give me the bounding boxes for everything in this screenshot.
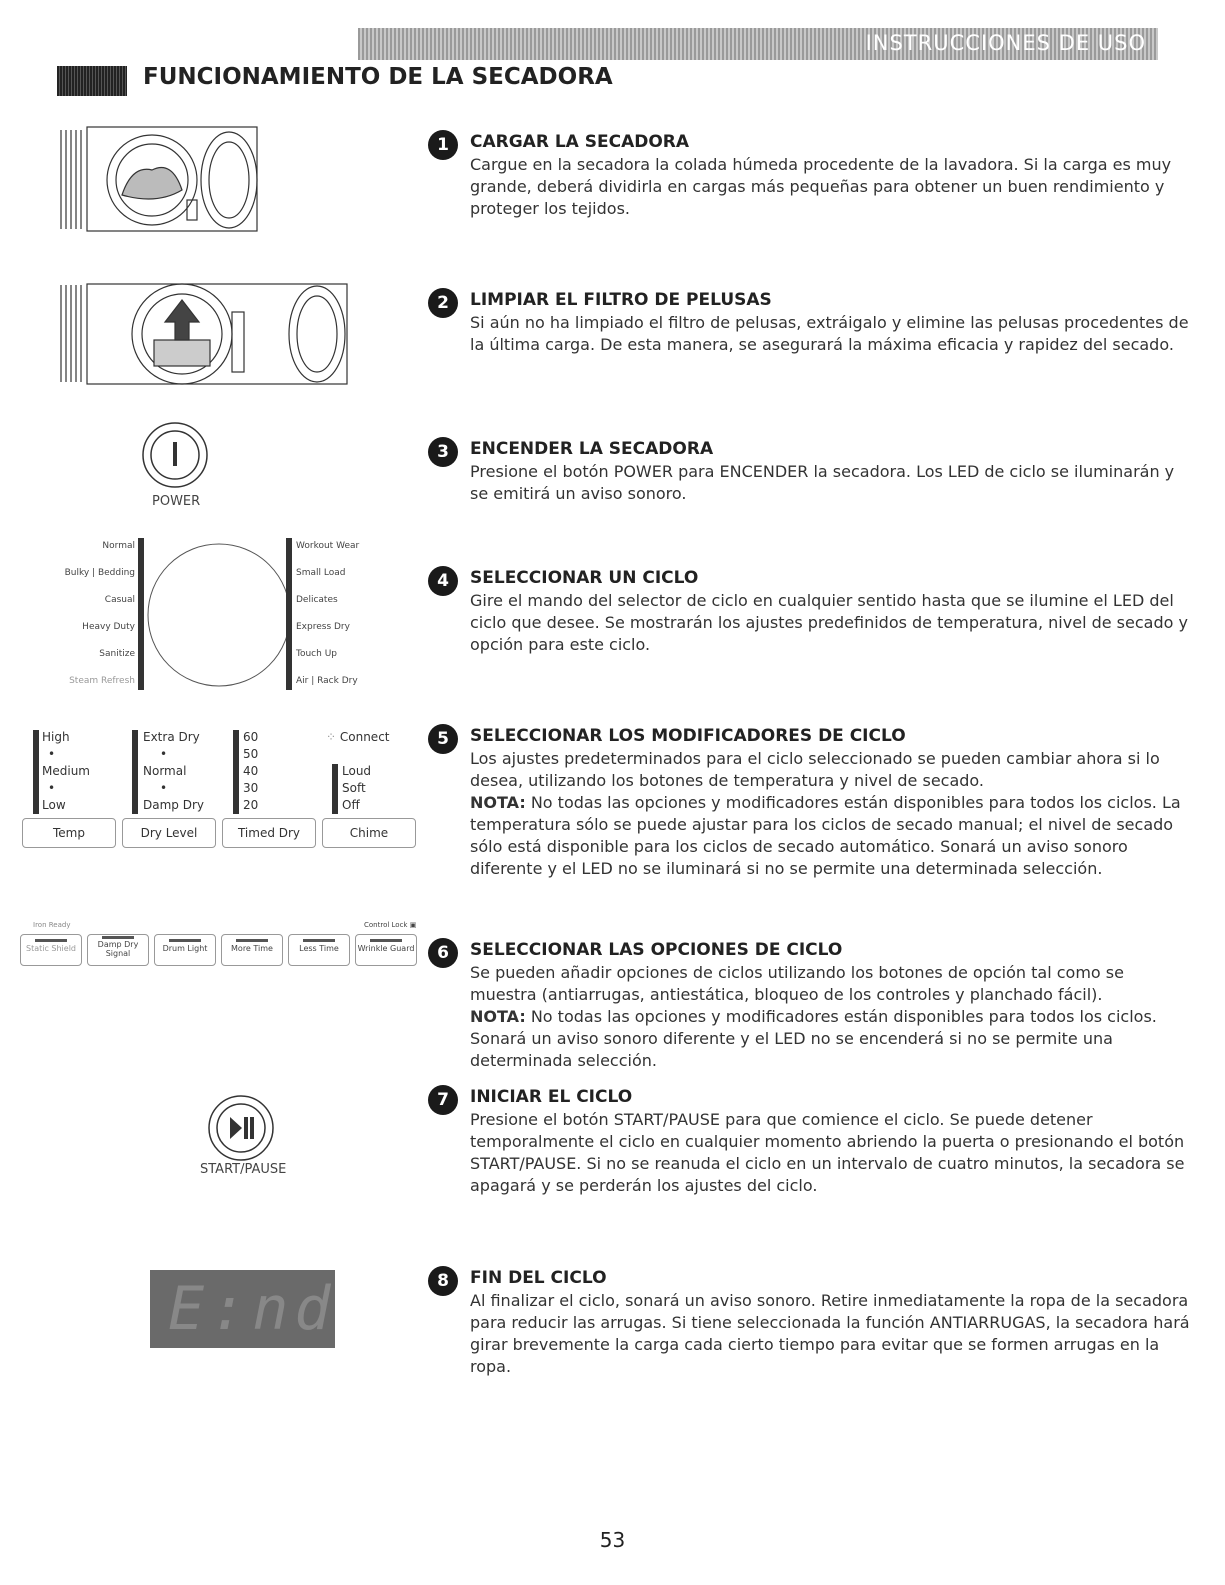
lock-icon: ▣ (407, 921, 417, 929)
drum-light-label: Drum Light (162, 944, 208, 953)
temp-medium: Medium (42, 764, 90, 778)
step-note (470, 792, 1195, 880)
dry-level-button[interactable]: Dry Level (122, 818, 216, 848)
lint-filter-illustration (57, 282, 352, 387)
temp-led (33, 730, 39, 814)
start-pause-label: START/PAUSE (200, 1162, 287, 1177)
wrinkle-guard-button[interactable] (355, 934, 417, 966)
cycle-selector-knob[interactable] (147, 537, 292, 692)
step-note (470, 1006, 1195, 1072)
timed-dry-button[interactable]: Timed Dry (222, 818, 316, 848)
step-title: LIMPIAR EL FILTRO DE PELUSAS (470, 290, 772, 310)
cycle-led-right (286, 538, 292, 690)
dry-dot-2: • (160, 781, 168, 795)
note-text: No todas las opciones y modificadores están disponibles para todos los ciclos. Sonará un aviso sonoro diferente y el LED no se encenderá si no se permite una determinada selección. (470, 1007, 1157, 1070)
cycle-express-dry: Express Dry (296, 622, 350, 632)
step-body (470, 1290, 1195, 1378)
cycle-small-load: Small Load (296, 568, 346, 578)
step-title: FIN DEL CICLO (470, 1268, 607, 1288)
step-number: 8 (428, 1266, 458, 1296)
note-text: No todas las opciones y modificadores están disponibles para todos los ciclos. La temperatura sólo se puede ajustar para los ciclos de secado manual; el nivel de secado sólo está disponible para los ciclos de secado automático. Sonará un aviso sonoro diferente y el LED no se iluminará si no se permite una determinada selección. (470, 793, 1181, 878)
dryer-load-illustration (57, 125, 262, 235)
damp-dry-signal-label: Damp Dry Signal (97, 940, 139, 958)
control-lock-text: Control Lock (364, 921, 408, 929)
dry-extra: Extra Dry (143, 730, 200, 744)
drum-light-button[interactable] (154, 934, 216, 966)
step-body (470, 312, 1195, 356)
chime-off: Off (342, 798, 360, 812)
step-body (470, 590, 1195, 656)
status-display (150, 1270, 335, 1348)
section-marker (57, 66, 127, 96)
step-number: 6 (428, 938, 458, 968)
step-title: CARGAR LA SECADORA (470, 132, 690, 152)
timed-dry-led (233, 730, 239, 814)
cycle-heavy-duty: Heavy Duty (82, 622, 135, 632)
chime-led (332, 764, 338, 814)
timed-60: 60 (243, 730, 259, 744)
step-number: 3 (428, 437, 458, 467)
step-text: Los ajustes predeterminados para el ciclo seleccionado se pueden cambiar ahora si lo desea, utilizando los botones de temperatura y nivel de secado. (470, 749, 1160, 790)
power-button-icon[interactable] (140, 420, 210, 490)
chime-button[interactable]: Chime (322, 818, 416, 848)
header-banner (358, 28, 1158, 60)
dry-damp: Damp Dry (143, 798, 204, 812)
temp-high: High (42, 730, 70, 744)
cycle-delicates: Delicates (296, 595, 338, 605)
step-text: Presione el botón START/PAUSE para que comience el ciclo. Se puede detener temporalmente el ciclo en cualquier momento abriendo la puerta o presionando el botón START/PAUSE. Si no se reanuda el ciclo en un intervalo de cuatro minutos, la secadora se apagará y se perderán los ajustes del ciclo. (470, 1110, 1185, 1195)
page-number: 53 (599, 1528, 626, 1552)
step-body (470, 962, 1195, 1072)
step-title: INICIAR EL CICLO (470, 1087, 633, 1107)
step-title: SELECCIONAR UN CICLO (470, 568, 699, 588)
connect-label: Connect (339, 730, 390, 744)
display-text: E:nd (168, 1274, 337, 1344)
iron-ready-label: Iron Ready (33, 921, 71, 929)
power-label: POWER (152, 494, 201, 509)
temp-low: Low (42, 798, 66, 812)
note-label: NOTA: (470, 1007, 526, 1026)
cycle-steam-refresh: Steam Refresh (69, 676, 135, 686)
section-title: FUNCIONAMIENTO DE LA SECADORA (143, 64, 613, 90)
dry-normal: Normal (143, 764, 187, 778)
step-body (470, 461, 1195, 505)
more-time-label: More Time (231, 944, 273, 953)
chime-connect (326, 730, 390, 744)
dry-dot-1: • (160, 747, 168, 761)
cycle-casual: Casual (104, 595, 135, 605)
wrinkle-guard-label: Wrinkle Guard (357, 944, 415, 953)
chime-soft: Soft (342, 781, 366, 795)
damp-dry-signal-button[interactable] (87, 934, 149, 966)
step-number: 7 (428, 1085, 458, 1115)
step-text: Gire el mando del selector de ciclo en cualquier sentido hasta que se ilumine el LED del ciclo que desee. Se mostrarán los ajustes predefinidos de temperatura, nivel de secado y opción para este ciclo. (470, 591, 1188, 654)
step-number: 5 (428, 724, 458, 754)
wifi-icon: ⁘ (326, 730, 340, 744)
cycle-bulky-bedding: Bulky | Bedding (64, 568, 135, 578)
banner-title: INSTRUCCIONES DE USO (865, 31, 1146, 55)
chime-loud: Loud (342, 764, 372, 778)
cycle-normal: Normal (102, 541, 135, 551)
less-time-label: Less Time (299, 944, 339, 953)
step-text: Al finalizar el ciclo, sonará un aviso sonoro. Retire inmediatamente la ropa de la secadora para reducir las arrugas. Si tiene seleccionada la función ANTIARRUGAS, la secadora hará girar brevemente la carga cada cierto tiempo para evitar que se formen arrugas en la ropa. (470, 1291, 1190, 1376)
step-body (470, 748, 1195, 880)
step-text: Cargue en la secadora la colada húmeda procedente de la lavadora. Si la carga es muy grande, deberá dividirla en cargas más pequeñas para obtener un buen rendimiento y proteger los tejidos. (470, 155, 1172, 218)
timed-30: 30 (243, 781, 259, 795)
step-number: 2 (428, 288, 458, 318)
temp-dot-1: • (48, 747, 56, 761)
control-lock-label (364, 921, 416, 929)
timed-50: 50 (243, 747, 259, 761)
static-shield-button[interactable] (20, 934, 82, 966)
timed-20: 20 (243, 798, 259, 812)
dry-level-led (132, 730, 138, 814)
cycle-air-rack-dry: Air | Rack Dry (296, 676, 358, 686)
start-pause-button-icon[interactable] (206, 1093, 276, 1163)
step-title: SELECCIONAR LAS OPCIONES DE CICLO (470, 940, 843, 960)
temp-dot-2: • (48, 781, 56, 795)
step-title: ENCENDER LA SECADORA (470, 439, 714, 459)
more-time-button[interactable] (221, 934, 283, 966)
less-time-button[interactable] (288, 934, 350, 966)
temp-button[interactable]: Temp (22, 818, 116, 848)
step-number: 4 (428, 566, 458, 596)
step-number: 1 (428, 130, 458, 160)
step-body (470, 154, 1195, 220)
step-text: Si aún no ha limpiado el filtro de pelusas, extráigalo y elimine las pelusas procedentes de la última carga. De esta manera, se asegurará la máxima eficacia y rapidez del secado. (470, 313, 1189, 354)
static-shield-label: Static Shield (25, 944, 76, 953)
timed-40: 40 (243, 764, 259, 778)
step-title: SELECCIONAR LOS MODIFICADORES DE CICLO (470, 726, 906, 746)
note-label: NOTA: (470, 793, 526, 812)
step-body (470, 1109, 1195, 1197)
step-text: Presione el botón POWER para ENCENDER la secadora. Los LED de ciclo se iluminarán y se emitirá un aviso sonoro. (470, 462, 1175, 503)
cycle-touch-up: Touch Up (296, 649, 337, 659)
cycle-sanitize: Sanitize (99, 649, 135, 659)
cycle-workout-wear: Workout Wear (296, 541, 360, 551)
step-text: Se pueden añadir opciones de ciclos utilizando los botones de opción tal como se muestra (antiarrugas, antiestática, bloqueo de los controles y planchado fácil). (470, 963, 1124, 1004)
cycle-led-left (138, 538, 144, 690)
